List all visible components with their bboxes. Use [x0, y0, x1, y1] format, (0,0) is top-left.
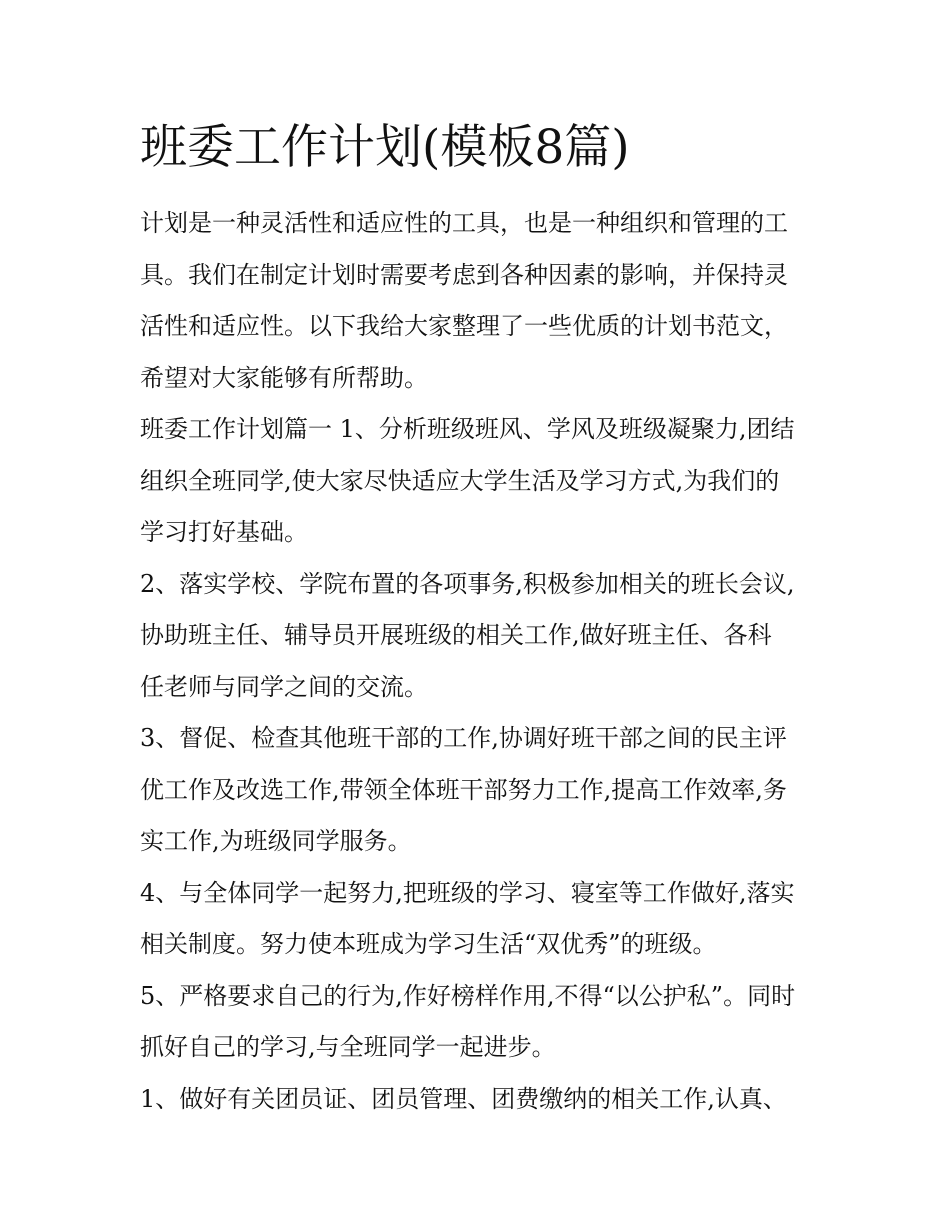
text-line: 实工作,为班级同学服务。 [140, 827, 412, 855]
text-line: 2、落实学校、学院布置的各项事务,积极参加相关的班长会议, [140, 569, 795, 598]
paragraph-item [140, 713, 820, 868]
text-line: 抓好自己的学习,与全班同学一起进步。 [140, 1033, 556, 1061]
text-line: 学习打好基础。 [140, 518, 308, 546]
document-body [140, 198, 820, 1125]
text-line: 任老师与同学之间的交流。 [140, 672, 428, 701]
text-line: 4、与全体同学一起努力,把班级的学习、寝室等工作做好,落实 [140, 878, 795, 907]
paragraph-item [140, 404, 820, 559]
text-line: 3、督促、检查其他班干部的工作,协调好班干部之间的民主评 [140, 724, 787, 752]
text-line: 5、严格要求自己的行为,作好榜样作用,不得“以公护私”。同时 [140, 981, 796, 1010]
paragraph-item [140, 868, 820, 971]
text-line: 具。我们在制定计划时需要考虑到各种因素的影响，并保持灵 [140, 260, 788, 289]
text-line: 班委工作计划篇一 1、分析班级班风、学风及班级凝聚力,团结 [140, 415, 795, 443]
paragraph-item [140, 559, 820, 714]
text-line: 活性和适应性。以下我给大家整理了一些优质的计划书范文， [140, 312, 788, 340]
text-line: 协助班主任、辅导员开展班级的相关工作,做好班主任、各科 [140, 621, 772, 649]
paragraph-item [140, 971, 820, 1074]
text-line: 组织全班同学,使大家尽快适应大学生活及学习方式,为我们的 [140, 466, 780, 495]
paragraph-item [140, 1074, 820, 1126]
text-line: 计划是一种灵活性和适应性的工具，也是一种组织和管理的工 [140, 209, 788, 237]
document-title: 班委工作计划(模板8篇) [140, 120, 630, 175]
paragraph-intro [140, 198, 820, 404]
text-line: 相关制度。努力使本班成为学习生活“双优秀”的班级。 [140, 930, 717, 958]
text-line: 1、做好有关团员证、团员管理、团费缴纳的相关工作,认真、 [140, 1084, 787, 1113]
text-line: 优工作及改选工作,带领全体班干部努力工作,提高工作效率,务 [140, 775, 787, 804]
text-line: 希望对大家能够有所帮助。 [140, 363, 428, 392]
